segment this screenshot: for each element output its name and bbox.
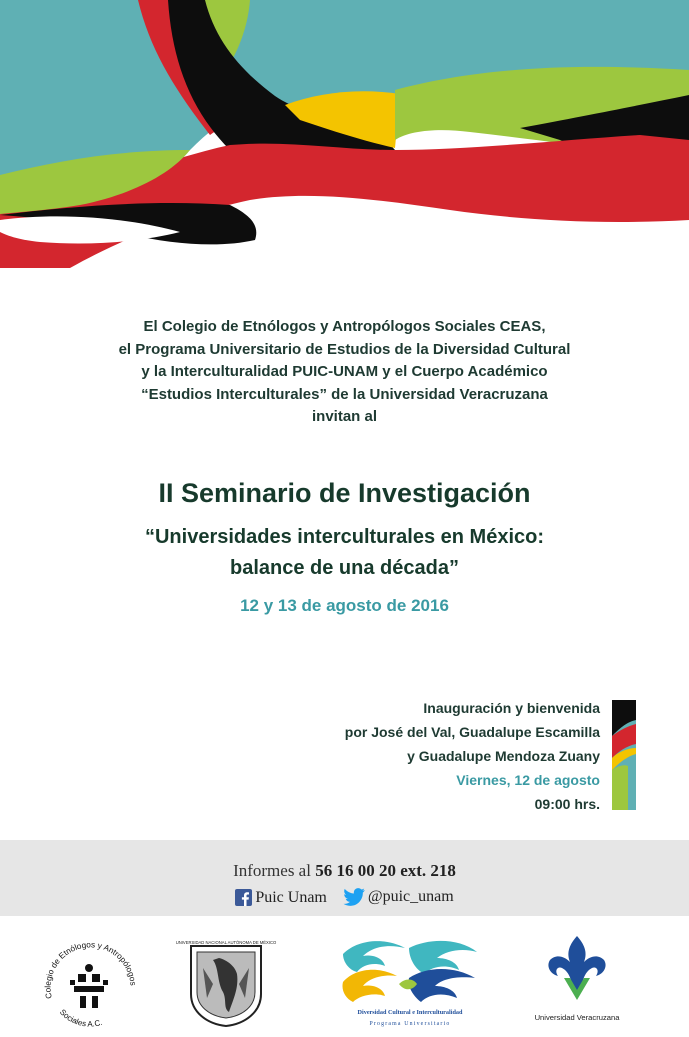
informes-label: Informes al	[233, 861, 311, 880]
event-title: II Seminario de Investigación	[158, 478, 531, 508]
informes-line	[0, 861, 689, 881]
inauguration-block	[345, 696, 600, 816]
inauguration-line3: y Guadalupe Mendoza Zuany	[407, 748, 600, 764]
inauguration-day: Viernes, 12 de agosto	[456, 772, 600, 788]
event-subtitle	[0, 522, 689, 584]
ceas-text-bottom: Sociales A.C.	[57, 1007, 104, 1029]
header-ribbon-banner	[0, 0, 689, 280]
intro-line: El Colegio de Etnólogos y Antropólogos Sociales CEAS,	[143, 318, 546, 335]
ceas-logo	[40, 938, 140, 1034]
puic-line2: Programa Universitario	[369, 1021, 451, 1027]
event-subtitle-line1: “Universidades interculturales en México:	[144, 526, 545, 548]
intro-paragraph	[0, 316, 689, 429]
puic-logo	[339, 934, 481, 1030]
facebook-label: Puic Unam	[255, 888, 327, 906]
facebook-icon	[235, 889, 252, 906]
intro-line: “Estudios Interculturales” de la Universidad Veracruzana	[141, 385, 548, 403]
event-dates: 12 y 13 de agosto de 2016	[240, 596, 449, 615]
twitter-label: @puic_unam	[367, 888, 454, 905]
intro-line: y la Interculturalidad PUIC-UNAM y el Cuerpo Académico	[141, 363, 548, 380]
unam-escudo-logo	[175, 938, 277, 1028]
twitter-bird-icon	[343, 888, 365, 906]
social-links	[0, 888, 689, 911]
facebook-link[interactable]	[235, 889, 327, 907]
inauguration-line2: por José del Val, Guadalupe Escamilla	[344, 724, 600, 740]
intro-line: invitan al	[311, 408, 378, 425]
phone-number: 56 16 00 20 ext. 218	[315, 861, 456, 880]
inauguration-time: 09:00 hrs.	[534, 796, 600, 812]
unam-text: UNIVERSIDAD NACIONAL AUTÓNOMA DE MÉXICO	[175, 940, 277, 945]
twitter-link[interactable]	[343, 888, 454, 906]
svg-text:Sociales A.C.	[58, 1008, 103, 1029]
puic-line1: Diversidad Cultural e Interculturalidad	[357, 1009, 463, 1016]
uv-logo	[524, 934, 630, 1026]
uv-text: Universidad Veracruzana	[534, 1013, 620, 1022]
decorative-ribbon-strip	[612, 700, 636, 810]
event-subtitle-line2: balance de una década”	[230, 557, 459, 579]
ceas-text-top: Colegio de Etnólogos y Antropólogos	[43, 940, 138, 1000]
inauguration-line1: Inauguración y bienvenida	[423, 700, 600, 716]
intro-line: el Programa Universitario de Estudios de la Diversidad Cultural	[118, 340, 571, 358]
